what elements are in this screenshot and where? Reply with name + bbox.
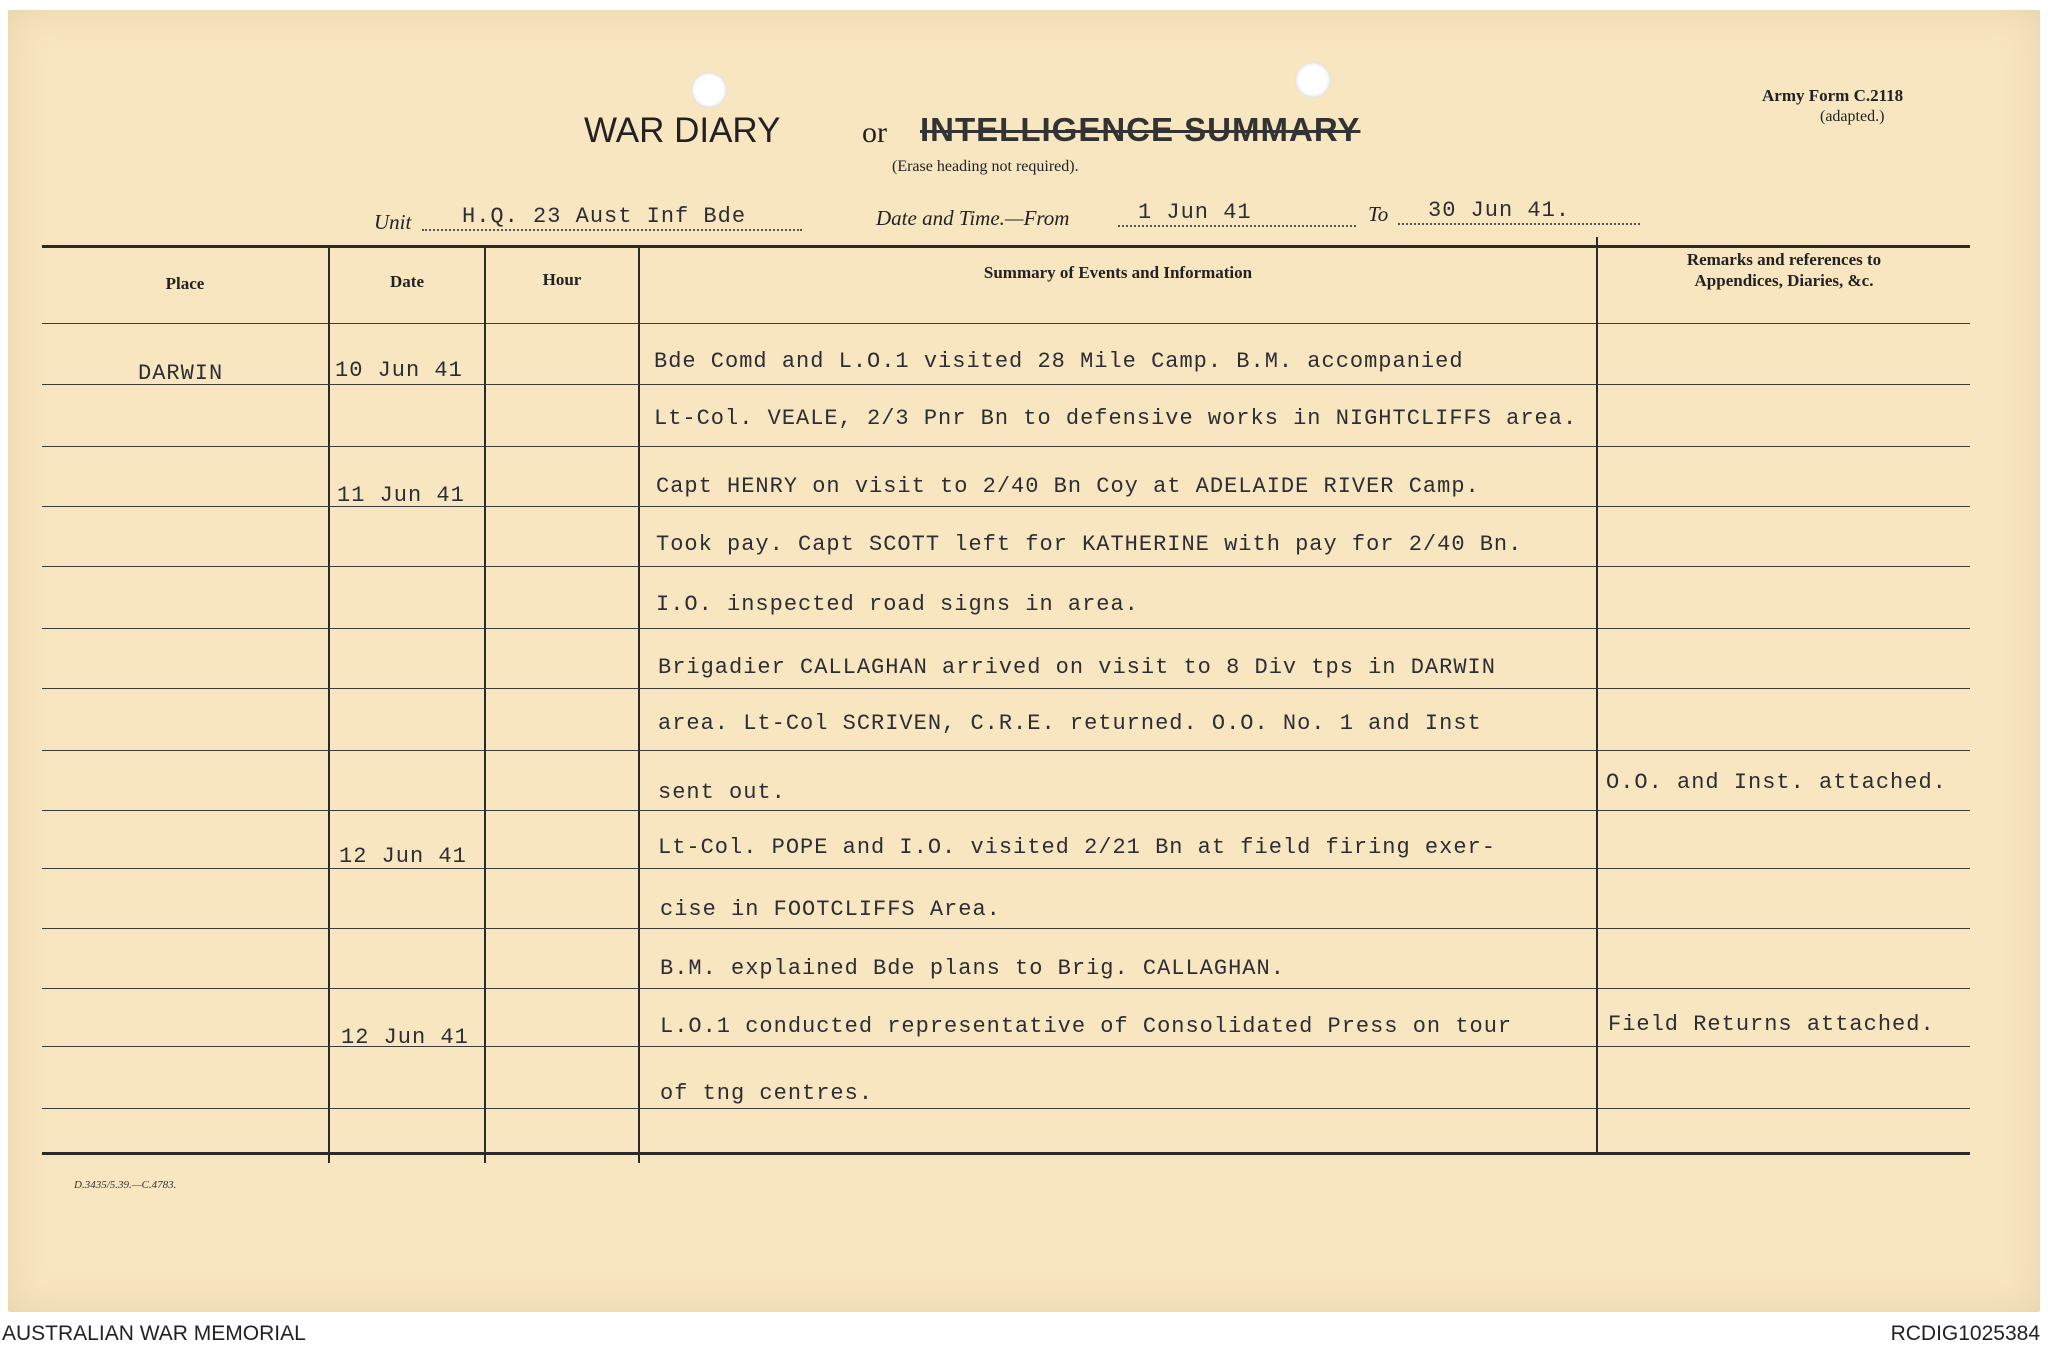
row-rule bbox=[42, 628, 1970, 629]
col-header-remarks-2: Appendices, Diaries, &c. bbox=[1694, 271, 1874, 290]
table-header-rule bbox=[42, 323, 1970, 324]
summary-line: B.M. explained Bde plans to Brig. CALLAGHAN. bbox=[660, 956, 1285, 981]
summary-line: of tng centres. bbox=[660, 1081, 874, 1106]
footer-record-id: RCDIG1025384 bbox=[1890, 1322, 2040, 1345]
row-rule bbox=[42, 384, 1970, 385]
row-rule bbox=[42, 750, 1970, 751]
unit-label: Unit bbox=[374, 210, 412, 234]
col-header-remarks-1: Remarks and references to bbox=[1686, 250, 1882, 269]
date-cell: 10 Jun 41 bbox=[335, 358, 463, 383]
summary-line: Lt-Col. VEALE, 2/3 Pnr Bn to defensive works in NIGHTCLIFFS area. bbox=[654, 406, 1578, 431]
unit-value: H.Q. 23 Aust Inf Bde bbox=[422, 204, 802, 231]
row-rule bbox=[42, 868, 1970, 869]
army-form-label: Army Form C.2118 bbox=[1762, 86, 1904, 105]
summary-line: L.O.1 conducted representative of Consolidated Press on tour bbox=[660, 1014, 1513, 1039]
to-date-value: 30 Jun 41. bbox=[1398, 198, 1640, 225]
summary-line: cise in FOOTCLIFFS Area. bbox=[660, 897, 1001, 922]
footer-institution: AUSTRALIAN WAR MEMORIAL bbox=[2, 1322, 306, 1345]
summary-line: I.O. inspected road signs in area. bbox=[656, 592, 1139, 617]
title-or: or bbox=[862, 116, 887, 149]
row-rule bbox=[42, 446, 1970, 447]
row-rule bbox=[42, 566, 1970, 567]
col-header-date: Date bbox=[390, 272, 424, 291]
col-header-hour: Hour bbox=[542, 270, 582, 289]
title-war-diary: WAR DIARY bbox=[584, 111, 781, 150]
title-struck-intelligence-summary: INTELLIGENCE SUMMARY bbox=[920, 111, 1361, 148]
erase-note: (Erase heading not required). bbox=[892, 158, 1079, 175]
form-code: D.3435/5.39.—C.4783. bbox=[74, 1179, 177, 1191]
row-rule bbox=[42, 928, 1970, 929]
row-rule bbox=[42, 810, 1970, 811]
date-cell: 12 Jun 41 bbox=[341, 1025, 469, 1050]
summary-line: Bde Comd and L.O.1 visited 28 Mile Camp. B.M. accompanied bbox=[654, 349, 1464, 374]
summary-line: Brigadier CALLAGHAN arrived on visit to 8 Div tps in DARWIN bbox=[658, 655, 1496, 680]
table-top-rule bbox=[42, 245, 1970, 248]
summary-line: Lt-Col. POPE and I.O. visited 2/21 Bn at field firing exer- bbox=[658, 835, 1496, 860]
row-rule bbox=[42, 988, 1970, 989]
punch-hole-right bbox=[1295, 62, 1331, 98]
remarks-cell: Field Returns attached. bbox=[1608, 1012, 1935, 1037]
summary-line: sent out. bbox=[658, 780, 786, 805]
col-divider-4 bbox=[1596, 237, 1598, 1155]
row-rule bbox=[42, 1108, 1970, 1109]
adapted-label: (adapted.) bbox=[1820, 108, 1885, 125]
summary-line: Took pay. Capt SCOTT left for KATHERINE with pay for 2/40 Bn. bbox=[656, 532, 1523, 557]
row-rule bbox=[42, 688, 1970, 689]
date-cell: 12 Jun 41 bbox=[339, 844, 467, 869]
row-rule bbox=[42, 1046, 1970, 1047]
col-header-summary: Summary of Events and Information bbox=[983, 263, 1253, 282]
row-rule bbox=[42, 506, 1970, 507]
from-date-value: 1 Jun 41 bbox=[1118, 200, 1356, 227]
place-cell: DARWIN bbox=[138, 361, 224, 386]
date-time-label: Date and Time.—From bbox=[876, 206, 1070, 230]
to-label: To bbox=[1368, 202, 1389, 226]
punch-hole-left bbox=[691, 72, 727, 108]
summary-line: Capt HENRY on visit to 2/40 Bn Coy at ADELAIDE RIVER Camp. bbox=[656, 474, 1480, 499]
col-header-place: Place bbox=[165, 274, 205, 293]
table-bottom-rule bbox=[42, 1152, 1970, 1155]
summary-line: area. Lt-Col SCRIVEN, C.R.E. returned. O.O. No. 1 and Inst bbox=[658, 711, 1482, 736]
date-cell: 11 Jun 41 bbox=[337, 483, 465, 508]
remarks-cell: O.O. and Inst. attached. bbox=[1606, 770, 1947, 795]
